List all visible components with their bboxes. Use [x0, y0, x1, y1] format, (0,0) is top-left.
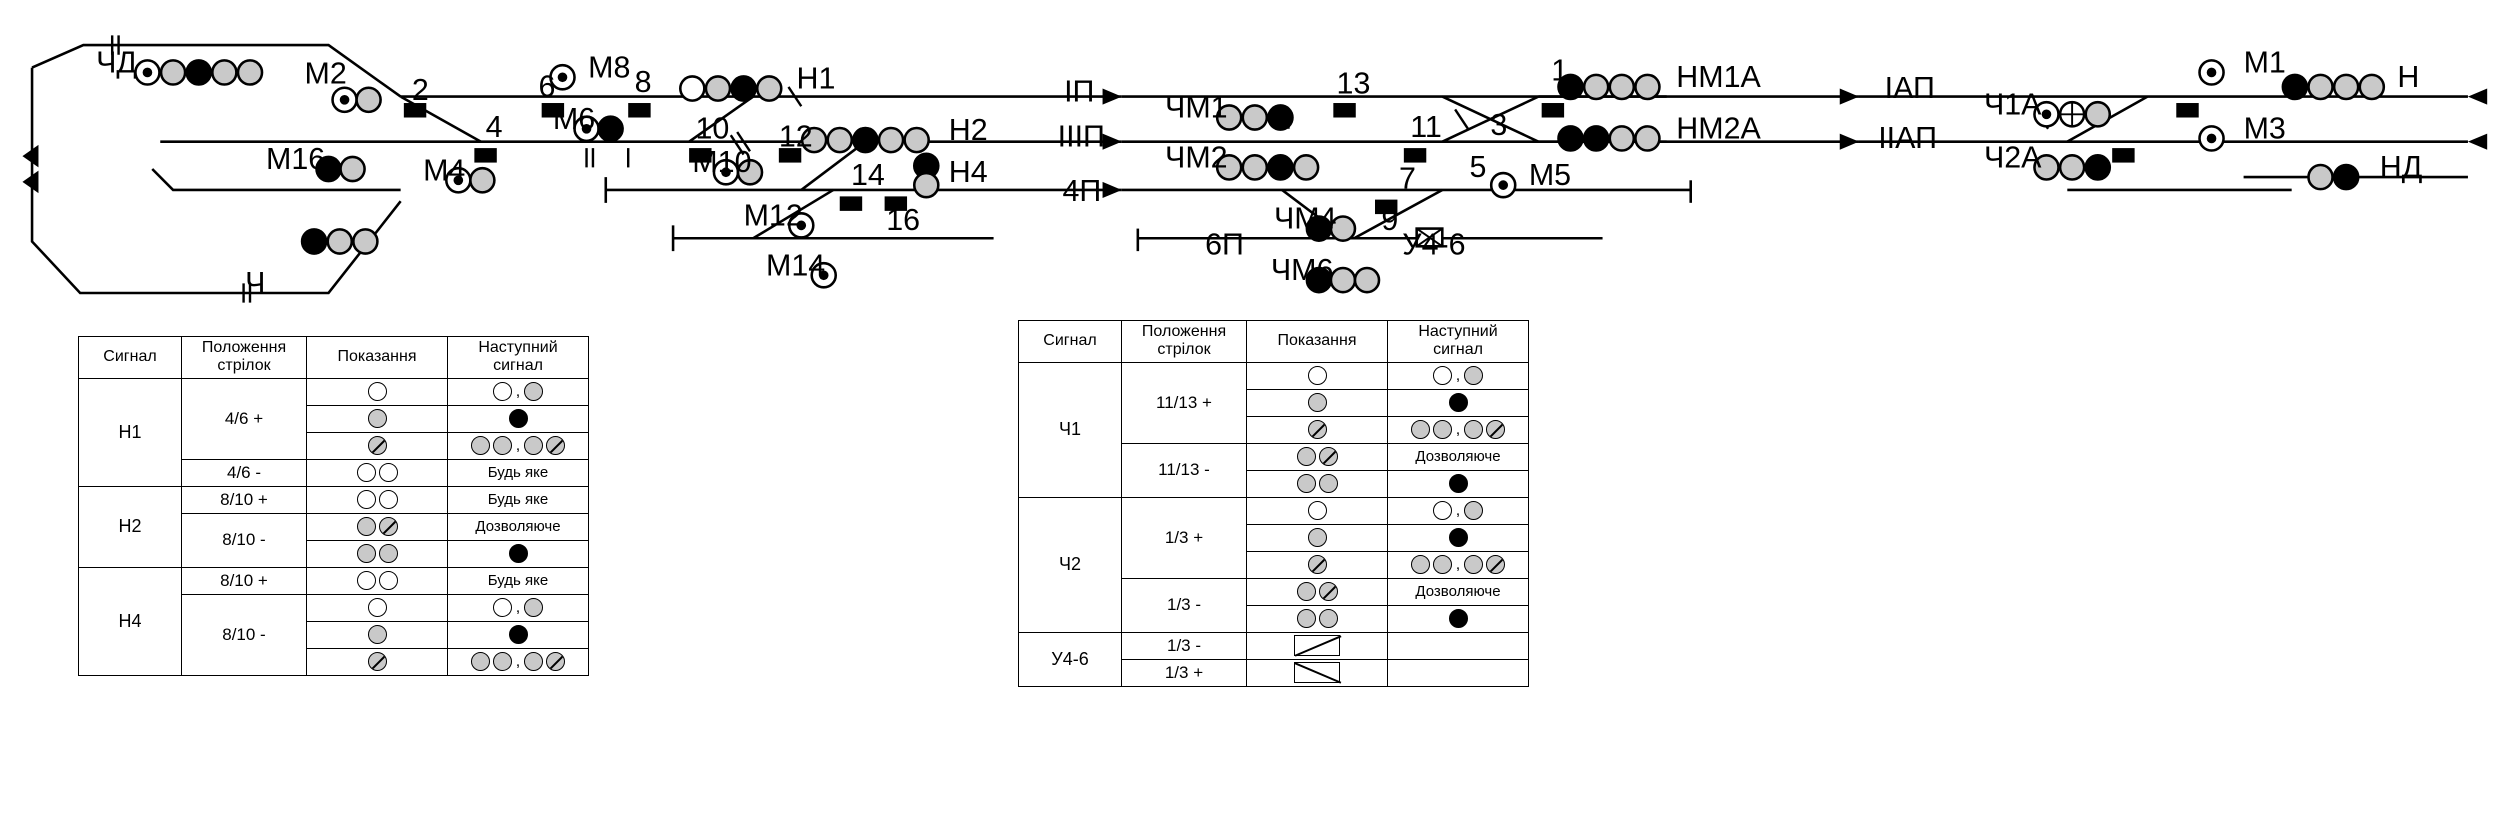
cell-signal-name: Н2	[79, 486, 182, 567]
lamp-grey-icon	[1464, 366, 1483, 385]
cell-switch-position: 11/13 -	[1122, 443, 1247, 497]
lamp-grey-icon	[1433, 420, 1452, 439]
cell-indication	[307, 513, 448, 540]
schematic-label-ip: ІП	[1064, 74, 1095, 109]
schematic-label-sw3: 3	[1490, 108, 1508, 143]
indication-group	[454, 543, 582, 565]
cell-indication	[1247, 470, 1388, 497]
cell-switch-position: 1/3 +	[1122, 497, 1247, 578]
lamp-grey-icon	[1297, 474, 1316, 493]
schematic-label-n: Н	[2397, 59, 2420, 94]
cell-next-signal	[448, 378, 589, 405]
indication-group	[454, 408, 582, 430]
schematic-label-sw1: 1	[1551, 53, 1569, 88]
lamp-white-icon	[1433, 366, 1452, 385]
cell-next-signal	[1388, 416, 1529, 443]
schematic-label-chm2: ЧМ2	[1165, 140, 1228, 175]
lamp-white-icon	[1433, 501, 1452, 520]
indication-group	[313, 435, 441, 457]
lamp-black-icon	[1449, 609, 1468, 628]
cell-next-signal	[1388, 362, 1529, 389]
schematic-label-m8: М8	[588, 50, 631, 85]
indication-group	[313, 516, 441, 538]
lamp-grey-icon	[1308, 528, 1327, 547]
indication-group	[1253, 500, 1381, 522]
cell-indication	[307, 540, 448, 567]
lamp-hatch-icon	[368, 652, 387, 671]
schematic-label-sw7: 7	[1399, 161, 1416, 196]
indication-group	[1394, 527, 1522, 549]
schematic-label-h1: Н1	[796, 61, 836, 96]
indication-group	[1253, 365, 1381, 387]
cell-indication	[307, 405, 448, 432]
header-indication: Показання	[307, 337, 448, 379]
schematic-label-m16: М16	[266, 141, 326, 177]
lamp-grey-icon	[379, 544, 398, 563]
separator-comma: ,	[515, 382, 521, 400]
table-body	[79, 378, 589, 675]
header-signal: Сигнал	[1019, 321, 1122, 363]
cell-next-signal	[448, 432, 589, 459]
indication-group	[1253, 581, 1381, 603]
schematic-label-h4: Н4	[948, 154, 988, 189]
schematic-label-ch2a: Ч2А	[1983, 140, 2042, 175]
schematic-label-m3: М3	[2243, 111, 2286, 146]
separator-comma: ,	[1455, 420, 1461, 438]
cell-signal-name: У4-6	[1019, 632, 1122, 686]
indication-group	[1253, 608, 1381, 630]
cell-switch-position: 1/3 +	[1122, 659, 1247, 686]
schematic-label-sw12: 12	[778, 119, 813, 154]
cell-next-signal	[1388, 659, 1529, 686]
lamp-white-icon	[1308, 366, 1327, 385]
table-row	[1019, 497, 1529, 524]
cell-next-signal	[1388, 605, 1529, 632]
signal-aspect-table-left	[78, 336, 589, 676]
table-row	[79, 378, 589, 405]
lamp-grey-icon	[1433, 555, 1452, 574]
cell-next-signal	[448, 648, 589, 675]
header-next-signal: Наступний сигнал	[448, 337, 589, 379]
cell-switch-position: 4/6 -	[182, 459, 307, 486]
lamp-white-icon	[1308, 501, 1327, 520]
indication-group	[1253, 554, 1381, 576]
lamp-white-icon	[379, 571, 398, 590]
separator-comma: ,	[515, 598, 521, 616]
cell-next-signal	[448, 540, 589, 567]
cell-switch-position: 8/10 -	[182, 513, 307, 567]
lamp-grey-icon	[1464, 420, 1483, 439]
indication-group	[313, 543, 441, 565]
schematic-label-sw16: 16	[886, 203, 921, 238]
cell-next-signal	[448, 405, 589, 432]
indication-text: Будь яке	[487, 572, 549, 590]
lamp-grey-icon	[524, 652, 543, 671]
lamp-hatch-icon	[368, 436, 387, 455]
schematic-label-m14: М14	[766, 248, 826, 283]
lamp-grey-icon	[471, 436, 490, 455]
schematic-label-6p: 6П	[1205, 227, 1244, 262]
cell-next-signal	[448, 513, 589, 540]
lamp-grey-icon	[493, 436, 512, 455]
schematic-label-m10: М10	[692, 145, 752, 180]
cell-switch-position: 11/13 +	[1122, 362, 1247, 443]
lamp-grey-icon	[1297, 447, 1316, 466]
indication-group	[1394, 662, 1522, 684]
indication-group	[1253, 419, 1381, 441]
indication-group	[1394, 635, 1522, 657]
lamp-grey-icon	[493, 652, 512, 671]
cell-indication	[1247, 551, 1388, 578]
lamp-hatch-icon	[1319, 447, 1338, 466]
indication-group	[1394, 365, 1522, 387]
schematic-label-chm6: ЧМ6	[1270, 253, 1334, 288]
indication-group	[1394, 608, 1522, 630]
cell-indication	[1247, 443, 1388, 470]
schematic-label-sw10: 10	[695, 111, 730, 146]
cell-indication	[307, 432, 448, 459]
indication-text: Дозволяюче	[1415, 583, 1501, 601]
cell-indication	[1247, 659, 1388, 686]
lamp-grey-icon	[1464, 555, 1483, 574]
schematic-label-m2: М2	[304, 56, 347, 91]
indication-group	[313, 651, 441, 673]
cell-next-signal	[1388, 389, 1529, 416]
cell-switch-position: 1/3 -	[1122, 632, 1247, 659]
schematic-label-h2: Н2	[948, 112, 988, 148]
schematic-label-sw8: 8	[634, 64, 652, 99]
lamp-grey-icon	[368, 409, 387, 428]
lamp-grey-icon	[471, 652, 490, 671]
schematic-label-iiap: ІІАП	[1878, 121, 1937, 156]
indication-group	[1394, 473, 1522, 495]
indication-group	[454, 435, 582, 457]
lamp-black-icon	[1449, 474, 1468, 493]
indication-group	[313, 597, 441, 619]
cell-indication	[307, 459, 448, 486]
separator-comma: ,	[515, 436, 521, 454]
schematic-label-4p: 4П	[1062, 174, 1102, 209]
schematic-label-nm2a: НМ2А	[1676, 111, 1761, 146]
header-switch-position: Положення стрілок	[182, 337, 307, 379]
lamp-grey-icon	[1297, 582, 1316, 601]
indication-group	[313, 489, 441, 511]
indication-group	[1253, 446, 1381, 468]
schematic-label-iap: ІАП	[1884, 71, 1935, 106]
indication-group	[454, 462, 582, 484]
lamp-hatch-icon	[546, 652, 565, 671]
lamp-grey-icon	[1464, 501, 1483, 520]
indication-group	[313, 381, 441, 403]
cell-switch-position: 8/10 +	[182, 486, 307, 513]
indication-group	[454, 516, 582, 538]
lamp-black-icon	[1449, 393, 1468, 412]
lamp-white-icon	[379, 463, 398, 482]
header-next-signal: Наступний сигнал	[1388, 321, 1529, 363]
lamp-hatch-icon	[1486, 555, 1505, 574]
indication-group	[1394, 446, 1522, 468]
signal-aspect-table-right	[1018, 320, 1529, 687]
lamp-grey-icon	[1297, 609, 1316, 628]
lamp-black-icon	[1449, 528, 1468, 547]
table-header-row	[1019, 321, 1529, 363]
schematic-label-sw5: 5	[1469, 150, 1487, 185]
table-row	[1019, 362, 1529, 389]
indication-group	[454, 570, 582, 592]
schematic-label-sw14: 14	[850, 158, 885, 193]
lamp-grey-icon	[1319, 609, 1338, 628]
schematic-lamp-clusters	[135, 60, 2383, 292]
schematic-label-m6: М6	[552, 101, 596, 136]
indication-group	[313, 570, 441, 592]
cell-indication	[307, 621, 448, 648]
cell-next-signal	[448, 621, 589, 648]
schematic-label-chd: ЧД	[96, 45, 138, 80]
table-row	[79, 486, 589, 513]
cell-indication	[1247, 524, 1388, 551]
indication-text: Дозволяюче	[475, 518, 561, 536]
indication-group	[454, 381, 582, 403]
cell-switch-position: 8/10 -	[182, 594, 307, 675]
schematic-label-m5: М5	[1528, 158, 1572, 193]
indication-group	[454, 624, 582, 646]
cell-indication	[1247, 632, 1388, 659]
indication-group	[1394, 419, 1522, 441]
cell-next-signal	[448, 459, 589, 486]
indication-group	[313, 624, 441, 646]
schematic-label-sw4: 4	[485, 109, 503, 144]
lamp-white-icon	[493, 382, 512, 401]
indication-group	[1253, 473, 1381, 495]
lamp-black-icon	[509, 409, 528, 428]
indication-group	[1253, 392, 1381, 414]
cell-indication	[1247, 362, 1388, 389]
schematic-label-m4: М4	[423, 153, 466, 188]
indication-group	[1394, 500, 1522, 522]
indication-group	[313, 462, 441, 484]
schematic-label-sw6: 6	[538, 69, 556, 104]
lamp-white-icon	[357, 571, 376, 590]
cell-next-signal	[1388, 551, 1529, 578]
schematic-label-m1: М1	[2243, 45, 2286, 80]
cell-next-signal	[1388, 524, 1529, 551]
lamp-hatch-icon	[546, 436, 565, 455]
track-schematic	[0, 0, 2500, 330]
cell-indication	[1247, 578, 1388, 605]
lamp-hatch-icon	[1308, 555, 1327, 574]
lamp-hatch-icon	[1319, 582, 1338, 601]
cell-switch-position: 1/3 -	[1122, 578, 1247, 632]
cell-indication	[1247, 605, 1388, 632]
table-body	[1019, 362, 1529, 686]
lamp-grey-icon	[1411, 555, 1430, 574]
lamp-grey-icon	[357, 517, 376, 536]
indication-group	[1394, 554, 1522, 576]
cell-next-signal	[448, 567, 589, 594]
separator-comma: ,	[515, 652, 521, 670]
indication-group	[454, 489, 582, 511]
cell-next-signal	[1388, 578, 1529, 605]
cell-next-signal	[448, 486, 589, 513]
cell-switch-position: 4/6 +	[182, 378, 307, 459]
cell-indication	[1247, 497, 1388, 524]
cell-signal-name: Н4	[79, 567, 182, 675]
indication-group	[1394, 581, 1522, 603]
cell-next-signal	[1388, 632, 1529, 659]
cell-next-signal	[1388, 443, 1529, 470]
schematic-label-sw13: 13	[1336, 66, 1371, 101]
cell-indication	[307, 378, 448, 405]
schematic-label-chm1: ЧМ1	[1165, 90, 1228, 125]
table-header-row	[79, 337, 589, 379]
cell-indication	[307, 648, 448, 675]
lamp-grey-icon	[524, 382, 543, 401]
lamp-black-icon	[509, 544, 528, 563]
lamp-white-icon	[368, 382, 387, 401]
schematic-label-nd: НД	[2379, 150, 2423, 185]
cell-indication	[1247, 389, 1388, 416]
separator-comma: ,	[1455, 501, 1461, 519]
separator-comma: ,	[1455, 366, 1461, 384]
route-indicator-icon	[1294, 635, 1340, 656]
header-indication: Показання	[1247, 321, 1388, 363]
lamp-grey-icon	[524, 598, 543, 617]
indication-group	[454, 651, 582, 673]
indication-group	[1253, 527, 1381, 549]
table-row	[79, 567, 589, 594]
schematic-label-sw9: 9	[1381, 203, 1399, 238]
schematic-label-chm4: ЧМ4	[1274, 201, 1337, 236]
lamp-white-icon	[379, 490, 398, 509]
cell-switch-position: 8/10 +	[182, 567, 307, 594]
cell-next-signal	[448, 594, 589, 621]
lamp-grey-icon	[1319, 474, 1338, 493]
schematic-label-ch: Ч	[245, 265, 266, 300]
cell-next-signal	[1388, 497, 1529, 524]
indication-text: Будь яке	[487, 491, 549, 509]
lamp-grey-icon	[357, 544, 376, 563]
route-indicator-icon	[1294, 662, 1340, 683]
cell-indication	[307, 594, 448, 621]
indication-group	[1253, 635, 1381, 657]
separator-comma: ,	[1455, 555, 1461, 573]
indication-group	[313, 408, 441, 430]
lamp-grey-icon	[1411, 420, 1430, 439]
cell-signal-name: Ч2	[1019, 497, 1122, 632]
cell-indication	[307, 567, 448, 594]
schematic-label-m12: М12	[743, 198, 803, 233]
header-switch-position: Положення стрілок	[1122, 321, 1247, 363]
header-signal: Сигнал	[79, 337, 182, 379]
schematic-label-sw2: 2	[411, 72, 429, 107]
lamp-hatch-icon	[379, 517, 398, 536]
schematic-label-sw11: 11	[1410, 109, 1442, 144]
cell-signal-name: Ч1	[1019, 362, 1122, 497]
lamp-grey-icon	[368, 625, 387, 644]
indication-text: Будь яке	[487, 464, 549, 482]
schematic-label-nm1a: НМ1А	[1676, 59, 1761, 94]
cell-indication	[1247, 416, 1388, 443]
lamp-white-icon	[357, 463, 376, 482]
schematic-label-ch1a: Ч1А	[1983, 87, 2042, 122]
schematic-label-u46: У4-6	[1402, 227, 1466, 262]
lamp-grey-icon	[524, 436, 543, 455]
indication-group	[454, 597, 582, 619]
schematic-label-iiip: ІІІП	[1057, 119, 1105, 154]
indication-text: Дозволяюче	[1415, 448, 1501, 466]
lamp-grey-icon	[1308, 393, 1327, 412]
lamp-hatch-icon	[1486, 420, 1505, 439]
table-row	[1019, 632, 1529, 659]
cell-signal-name: Н1	[79, 378, 182, 486]
lamp-white-icon	[368, 598, 387, 617]
lamp-hatch-icon	[1308, 420, 1327, 439]
indication-group	[1253, 662, 1381, 684]
lamp-black-icon	[509, 625, 528, 644]
lamp-white-icon	[357, 490, 376, 509]
cell-indication	[307, 486, 448, 513]
cell-next-signal	[1388, 470, 1529, 497]
lamp-white-icon	[493, 598, 512, 617]
indication-group	[1394, 392, 1522, 414]
